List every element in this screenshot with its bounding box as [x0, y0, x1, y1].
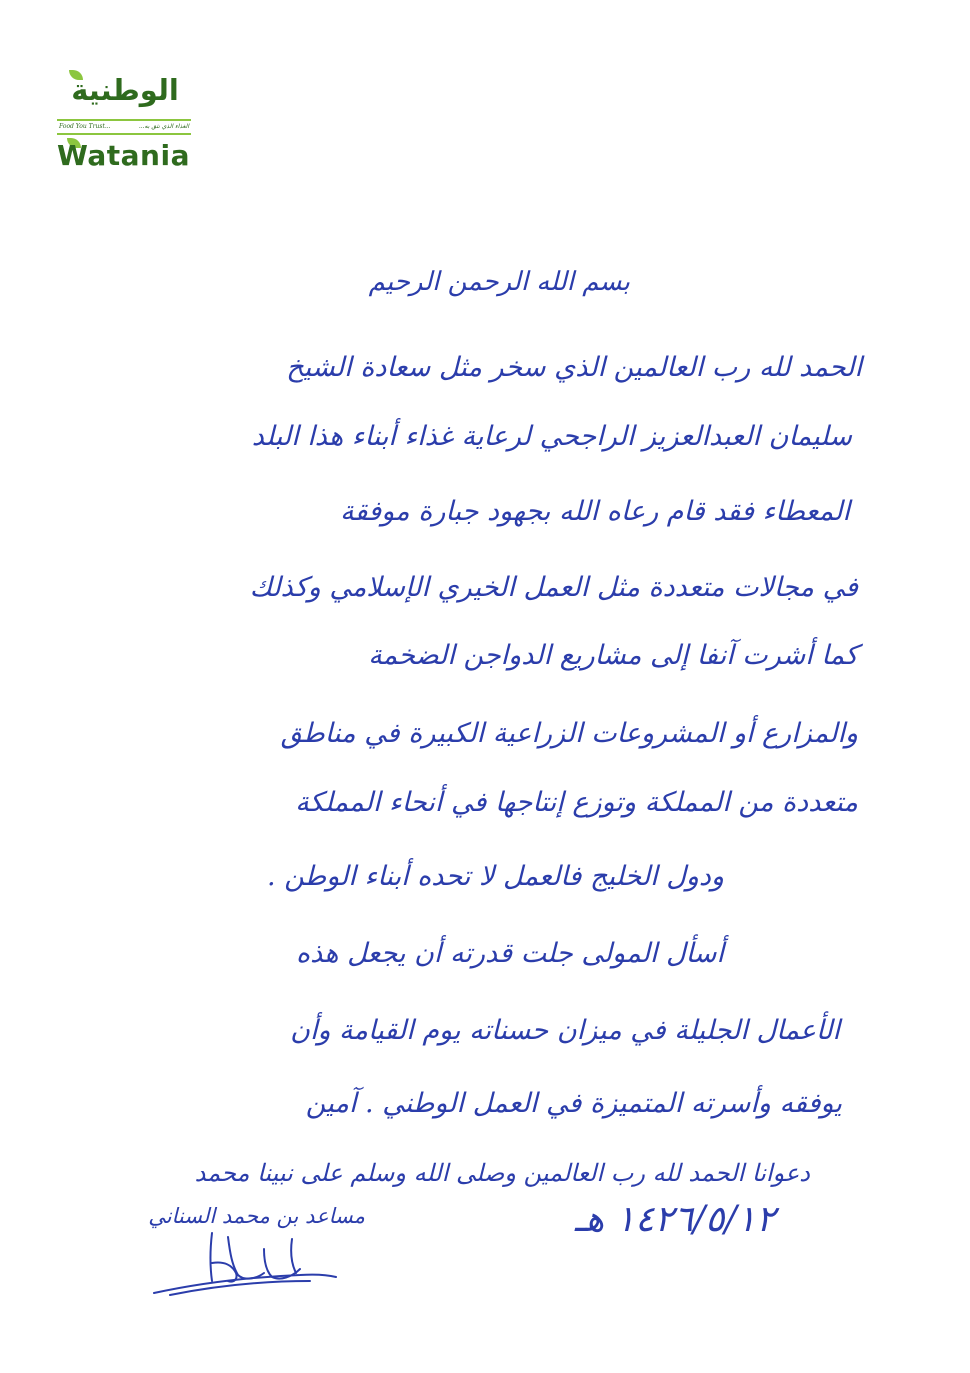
watania-logo [55, 68, 195, 178]
logo-tagline-english: Food You Trust... [59, 123, 111, 130]
signer-name: مساعد بن محمد السناني [148, 1204, 365, 1228]
handwritten-signature [140, 1225, 340, 1300]
logo-tagline [57, 119, 191, 135]
letter-line: يوفقه وأسرته المتميزة في العمل الوطني . آمين [305, 1088, 842, 1119]
logo-tagline-arabic: الغذاء الذي نثق به... [138, 123, 189, 130]
logo-english-name: Watania [57, 139, 190, 172]
letter-line: ودول الخليج فالعمل لا تحده أبناء الوطن . [267, 861, 724, 892]
letter-date: ١٤٢٦/٥/١٢ هـ [574, 1199, 776, 1240]
letter-line: في مجالات متعددة مثل العمل الخيري الإسلامي وكذلك [249, 572, 858, 603]
basmala: بسم الله الرحمن الرحيم [368, 267, 630, 297]
letter-line: والمزارع أو المشروعات الزراعية الكبيرة في مناطق [280, 718, 858, 749]
logo-arabic-name: الوطنية [71, 73, 179, 107]
letter-line: الأعمال الجليلة في ميزان حسناته يوم القيامة وأن [290, 1015, 840, 1046]
closing-line: دعوانا الحمد لله رب العالمين وصلى الله وسلم على نبينا محمد [194, 1159, 810, 1187]
letter-line: المعطاء فقد قام رعاه الله بجهود جبارة موفقة [340, 496, 850, 527]
letter-line: أسأل المولى جلت قدرته أن يجعل هذه [295, 938, 724, 969]
letter-line: كما أشرت آنفا إلى مشاريع الدواجن الضخمة [368, 640, 858, 671]
letter-line: الحمد لله رب العالمين الذي سخر مثل سعادة الشيخ [286, 352, 862, 383]
letter-line: متعددة من المملكة وتوزع إنتاجها في أنحاء المملكة [295, 787, 858, 818]
letter-line: سليمان العبدالعزيز الراجحي لرعاية غذاء أبناء هذا البلد [251, 421, 852, 452]
